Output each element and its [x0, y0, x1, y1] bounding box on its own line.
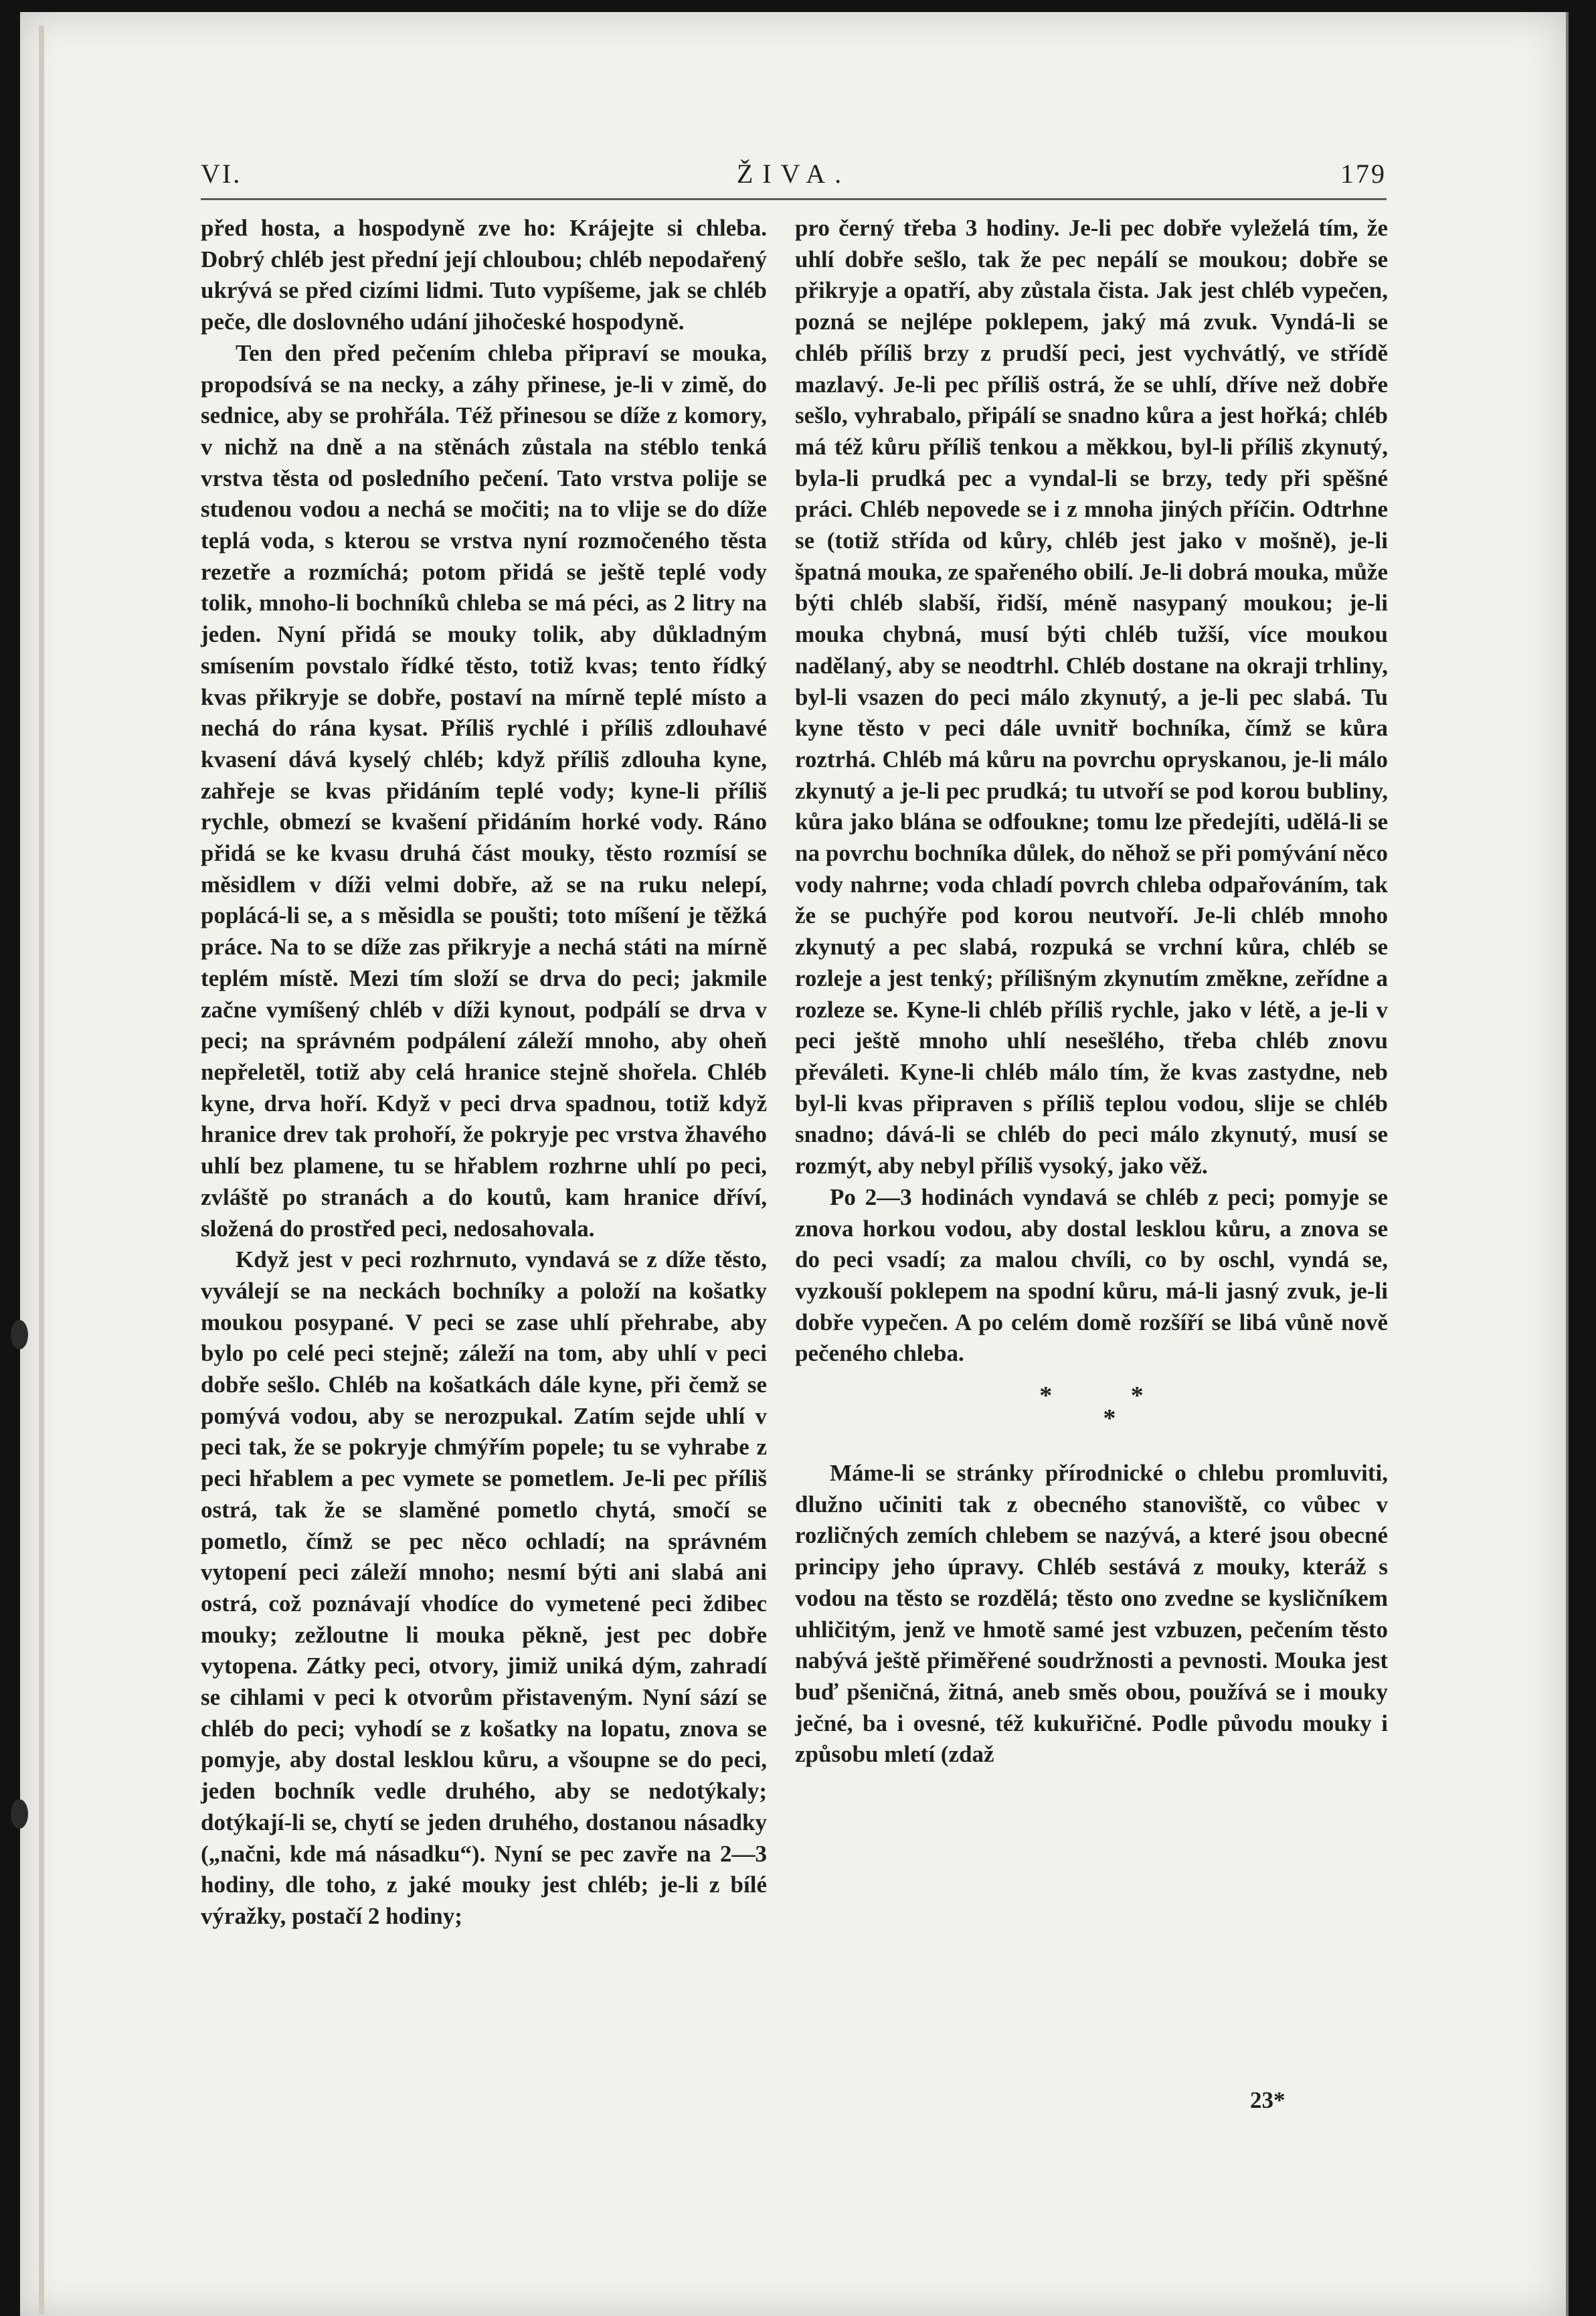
page-number: 179: [1340, 159, 1387, 189]
paragraph: pro černý třeba 3 hodiny. Je-li pec dobře vyleželá tím, že uhlí dobře sešlo, tak že pec nepálí se moukou; dobře se přikryje a opatří, aby zůstala čista. Jak jest chléb vypečen, pozná se nejlépe poklepem, jaký má zvuk. Vyndá-li se chléb příliš brzy z prudší peci, jest vychvátlý, ve střídě mazlavý. Je-li pec příliš ostrá, že se uhlí, dříve než dobře sešlo, vyhrabalo, připálí se snadno kůra a jest hořká; chléb má též kůru příliš tenkou a měkkou, byl-li příliš zkynutý, byla-li prudká pec a vyndal-li se brzy, tedy při spěšné práci. Chléb nepovede se i z mnoha jiných příčin. Odtrhne se (totiž střída od kůry, chléb jest jako v mošně), je-li špatná mouka, ze spařeného obilí. Je-li dobrá mouka, může býti chléb slabší, řidší, méně nasypaný moukou; je-li mouka chybná, musí býti chléb tužší, více moukou nadělaný, aby se neodtrhl. Chléb dostane na okraji trhliny, byl-li vsazen do peci málo zkynutý, a je-li pec slabá. Tu kyne těsto v peci dále uvnitř bochníka, čímž se kůra roztrhá. Chléb má kůru na povrchu opryskanou, je-li málo zkynutý a je-li pec prudká; tu utvoří se pod korou bubliny, kůra jako blána se odfoukne; tomu lze předejíti, udělá-li se na povrchu bochníka důlek, do něhož se při pomývání něco vody nahrne; voda chladí povrch chleba odpařováním, tak že se puchýře pod korou neutvoří. Je-li chléb mnoho zkynutý a pec slabá, rozpuká se vrchní kůra, chléb se rozleje a jest tenký; přílišným zkynutím změkne, zeřídne a rozleze se. Kyne-li chléb příliš rychle, jako v létě, a je-li v peci ještě mnoho uhlí nesešlého, třeba chléb znovu převáleti. Kyne-li chléb málo tím, že kvas zastydne, neb byl-li kvas připraven s příliš teplou vodou, slije se chléb snadno; dává-li se chléb do peci málo zkynutý, musí se rozmýt, aby nebyl příliš vysoký, jako věž.: [795, 215, 1388, 1179]
binding-mark: [11, 1320, 28, 1349]
left-column: [201, 213, 767, 1932]
paragraph: Máme-li se stránky přírodnické o chlebu promluviti, dlužno učiniti tak z obecného stanoviště, co vůbec v rozličných zemích chlebem se nazývá, a které jsou obecné principy jeho úpravy. Chléb sestává z mouky, kteráž s vodou na těsto se rozdělá; těsto ono zvedne se kysličníkem uhličitým, jenž ve hmotě samé jest vzbuzen, pečením těsto nabývá ještě přiměřené soudržnosti a pevnosti. Mouka jest buď pšeničná, žitná, aneb směs obou, používá se i mouky ječné, ba i ovesné, též kukuřičné. Podle původu mouky i způsobu mletí (zdaž: [795, 1460, 1388, 1768]
right-column: [795, 213, 1388, 1770]
volume-number: VI.: [201, 159, 242, 189]
signature-mark: 23*: [1250, 2087, 1285, 2113]
section-separator: [795, 1382, 1388, 1433]
binding-mark: [11, 1799, 28, 1829]
paragraph: Po 2—3 hodinách vyndavá se chléb z peci; pomyje se znova horkou vodou, aby dostal lesklou kůru, a znova se do peci vsadí; za malou chvíli, co by oschl, vyndá se, vyzkouší poklepem na spodní kůru, má-li jasný zvuk, je-li dobře vypečen. A po celém domě rozšíří se libá vůně nově pečeného chleba.: [795, 1183, 1388, 1367]
spine-edge: [39, 25, 44, 2315]
separator-top-stars: * *: [1039, 1382, 1180, 1410]
journal-title: ŽIVA.: [736, 159, 851, 189]
paragraph: Ten den před pečením chleba připraví se mouka, propodsívá se na necky, a záhy přinese, je-li v zimě, do sednice, aby se prohřála. Též přinesou se díže z komory, v nichž na dně a na stěnách zůstala na stéblo tenká vrstva těsta od posledního pečení. Tato vrstva polije se studenou vodou a nechá se močiti; na to vlije se do díže teplá voda, s kterou se vrstva nyní rozmočeného těsta rezetře a rozmíchá; potom přidá se ještě teplé vody tolik, mnoho-li bochníků chleba se má péci, as 2 litry na jeden. Nyní přidá se mouky tolik, aby důkladným smísením povstalo řídké těsto, totiž kvas; tento řídký kvas přikryje se dobře, postaví na mírně teplé místo a nechá do rána kysat. Příliš rychlé i příliš zdlouhavé kvasení dává kyselý chléb; když příliš zdlouha kyne, zahřeje se kvas přidáním teplé vody; kyne-li příliš rychle, obmezí se kvašení přidáním horké vody. Ráno přidá se ke kvasu druhá část mouky, těsto rozmísí se měsidlem v díži velmi dobře, až se na ruku nelepí, poplácá-li se, a s měsidla se poušti; toto míšení je těžká práce. Na to se díže zas přikryje a nechá státi na mírně teplém místě. Mezi tím složí se drva do peci; jakmile začne vymíšený chléb v díži kynout, podpálí se drva v peci; na správném podpálení záleží mnoho, aby oheň nepřeletěl, totiž aby celá hranice stejně shořela. Chléb kyne, drva hoří. Když v peci drva spadnou, totiž když hranice drev tak prohoří, že pokryje pec vrstva žhavého uhlí bez plamene, tu se hřablem rozhrne uhlí po peci, zvláště po stranách a do koutů, kam hranice dříví, složená do prostřed peci, nedosahovala.: [201, 339, 767, 1242]
paragraph: před hosta, a hospodyně zve ho: Krájejte si chleba. Dobrý chléb jest přední její chloubou; chléb nepodařený ukrývá se před cizími lidmi. Tuto vypíšeme, jak se chléb peče, dle doslovného udání jihočeské hospodyně.: [201, 215, 767, 335]
separator-bottom-star: *: [1103, 1404, 1116, 1433]
paragraph: Když jest v peci rozhrnuto, vyndavá se z díže těsto, vyválejí se na neckách bochníky a položí na košatky moukou posypané. V peci se zase uhlí přehrabe, aby bylo po celé peci stejně; záleží na tom, aby uhlí v peci dobře sešlo. Chléb na košatkách dále kyne, při čemž se pomývá vodou, aby se nerozpukal. Zatím sejde uhlí v peci tak, že se pokryje chmýřím popele; tu se vyhrabe z peci hřablem a pec vymete se pometlem. Je-li pec příliš ostrá, tak že se slaměné pometlo chytá, smočí se pometlo, čímž se pec něco ochladí; na správném vytopení peci záleží mnoho; nesmí býti ani slabá ani ostrá, což poznávají vhodíce do vymetené peci ždibec mouky; zežloutne li mouka pěkně, jest pec dobře vytopena. Zátky peci, otvory, jimiž uniká dým, zahradí se cihlami v peci k otvorům přistaveným. Nyní sází se chléb do peci; vyhodí se z košatky na lopatu, znova se pomyje, aby dostal lesklou kůru, a všoupne se do peci, jeden bochník vedle druhého, aby se nedotýkaly; dotýkají-li se, chytí se jeden druhého, dostanou násadky („načni, kde má násadku“). Nyní se pec zavře na 2—3 hodiny, dle toho, z jaké mouky jest chléb; je-li z bílé výražky, postačí 2 hodiny;: [201, 1246, 767, 1929]
running-header: [201, 151, 1387, 200]
